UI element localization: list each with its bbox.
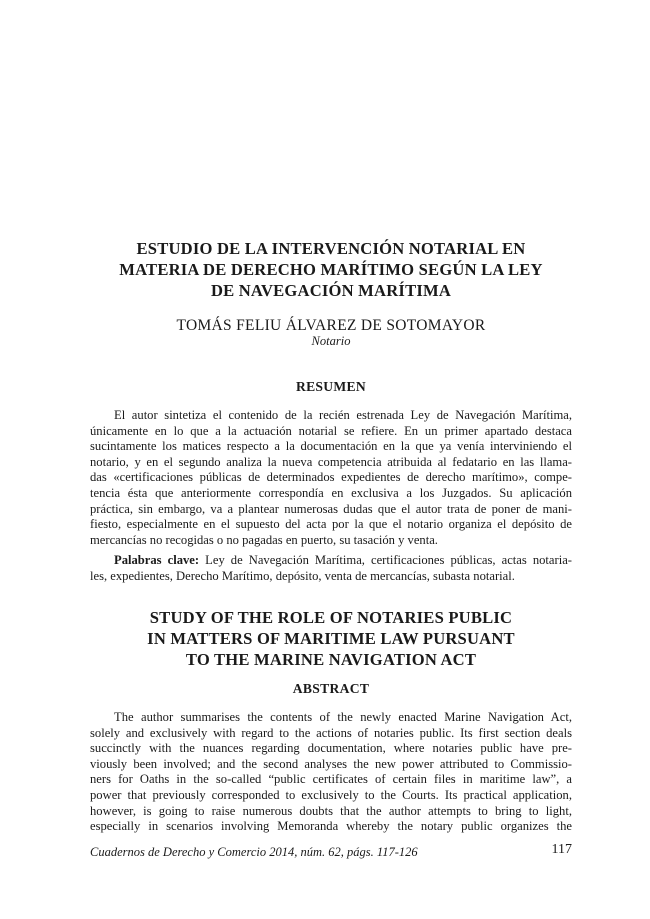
- abstract-line: power that previously corresponded to exclusively to the Courts. Its practical application,: [90, 787, 572, 802]
- author-role: Notario: [311, 334, 351, 348]
- journal-citation: Cuadernos de Derecho y Comercio 2014, núm. 62, págs. 117-126: [90, 845, 418, 859]
- resumen-paragraph: [90, 408, 572, 548]
- keywords-line: les, expedientes, Derecho Marítimo, depósito, venta de mercancías, subasta notarial.: [90, 568, 515, 583]
- resumen-line: únicamente en lo que a la actuación notarial se refiere. En un primer apartado destaca: [90, 423, 572, 438]
- spanish-title-line: DE NAVEGACIÓN MARÍTIMA: [210, 281, 452, 300]
- spanish-title: [90, 238, 572, 301]
- abstract-line: however, is going to raise numerous doubts that the author attempts to bring to light,: [90, 803, 572, 818]
- abstract-line: The author summarises the contents of the newly enacted Marine Navigation Act,: [114, 710, 572, 724]
- spanish-title-line: MATERIA DE DERECHO MARÍTIMO SEGÚN LA LEY: [119, 260, 543, 279]
- spanish-title-line: ESTUDIO DE LA INTERVENCIÓN NOTARIAL EN: [136, 239, 526, 258]
- english-title: [90, 607, 572, 670]
- abstract-heading: ABSTRACT: [292, 681, 370, 696]
- resumen-heading: RESUMEN: [295, 379, 367, 394]
- resumen-line: El autor sintetiza el contenido de la recién estrenada Ley de Navegación Marítima,: [114, 408, 572, 422]
- abstract-line: especially in scenarios involving Memoranda whereby the notary public organizes the: [90, 819, 572, 834]
- resumen-line: sucintamente los matices respecto a la documentación en la que ya venía interviniendo el: [90, 439, 572, 454]
- resumen-line: fiesto, especialmente en el supuesto del acta por la que el notario organiza el depósito de: [90, 517, 572, 532]
- keywords-paragraph: [90, 553, 572, 584]
- keywords-line: [90, 553, 572, 569]
- resumen-line: tencia ésta que anteriormente correspondía en exclusiva a los Juzgados. Su aplicación: [90, 485, 572, 500]
- resumen-line: práctica, sin embargo, va a plantear numerosas dudas que el autor trata de poner de mani-: [90, 501, 572, 516]
- article-page: [90, 0, 572, 919]
- resumen-line: mercancías no recogidas o no pagadas en puerto, su tasación y venta.: [90, 532, 438, 547]
- abstract-line: succinctly with the nuances regarding documentation, where notaries public have pre-: [90, 741, 572, 756]
- resumen-line: notario, y en el segundo analiza la nueva competencia atribuida al fedatario en las llama-: [90, 454, 572, 469]
- abstract-line: ners for Oaths in the so-called “public certificates of certain files in maritime law”, a: [90, 772, 572, 787]
- abstract-paragraph: [90, 710, 572, 835]
- author-name: TOMÁS FELIU ÁLVAREZ DE SOTOMAYOR: [176, 317, 486, 334]
- english-title-line: IN MATTERS OF MARITIME LAW PURSUANT: [147, 629, 515, 648]
- abstract-line: viously been involved; and the second analyses the new power attributed to Commissio-: [90, 756, 572, 771]
- abstract-line: solely and exclusively with regard to the actions of notaries public. Its first section deals: [90, 725, 572, 740]
- page-number: 117: [551, 842, 572, 857]
- keywords-text: Ley de Navegación Marítima, certificaciones públicas, actas notaria-: [199, 553, 572, 567]
- keywords-label: Palabras clave:: [114, 553, 200, 567]
- resumen-line: das «certificaciones públicas de determinados expedientes de derecho marítimo», compe-: [90, 470, 572, 485]
- english-title-line: TO THE MARINE NAVIGATION ACT: [185, 650, 477, 669]
- english-title-line: STUDY OF THE ROLE OF NOTARIES PUBLIC: [149, 608, 513, 627]
